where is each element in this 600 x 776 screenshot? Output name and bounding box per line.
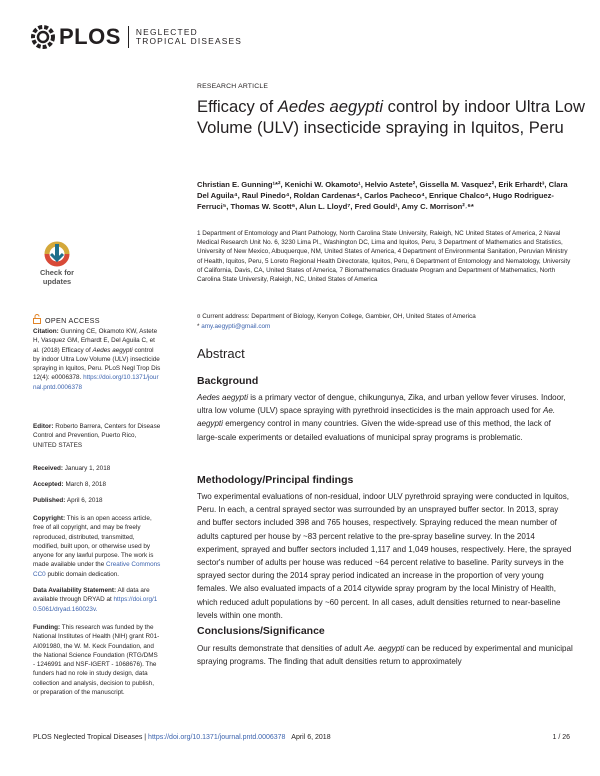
methods-heading: Methodology/Principal findings [197,474,354,486]
dryad-link[interactable]: https://doi.org/10.5061/dryad.160023v. [33,596,158,613]
article-type: RESEARCH ARTICLE [197,83,269,90]
accepted-block [33,480,161,489]
conclusions-text: Our results demonstrate that densities of adult [197,644,364,653]
footer-journal: PLOS Neglected Tropical Diseases | [33,734,147,741]
journal-name-line2: TROPICAL DISEASES [135,36,243,46]
current-address: ¤ Current address: Department of Biology, Kenyon College, Gambier, OH, United States of America [197,313,476,320]
title-text-post: control by indoor Ultra Low Volume (ULV) insecticide spraying in Iquitos, Peru [197,97,586,137]
citation-doi-link[interactable]: https://doi.org/10.1371/journal.pntd.0006378 [33,374,159,391]
methods-paragraph: Two experimental evaluations of non-residual, indoor ULV pyrethroid spraying were conducted in Iquitos, Peru. In each, a central sprayed sector was surrounded by an unsprayed buffer sector. In 2013, spray and buffer sectors included 398 and 765 houses, respectively. Spraying reduced the mean number of adults captured per house by ~83 percent relative to the pre-spray baseline survey. In the 2014 experiment, sprayed and buffer sectors included 1,117 and 1,049 houses, respectively. Here, the sprayed sector's number of adults per house was reduced ~64 percent relative to baseline. Parity surveys in the sprayed sector during the 2014 spray period indicated an increase in the proportion of very young females. We also evaluated impacts of a 2014 citywide spray program by the local Ministry of Health, which reduced adult populations by ~60 percent. In all cases, adult densities returned to near-baseline levels within one month. [197,492,572,620]
received-block [33,464,161,473]
funding-text: This research was funded by the National Institutes of Health (NIH) grant R01-AI091980, the W. M. Keck Foundation, and the National Science Foundation (RTG/DMS - 1246991 and NSF-IGERT - 1068676). The funders had no role in study design, data collection and analysis, decision to publish, or preparation of the manuscript. [33,624,160,697]
journal-name [136,28,242,47]
affiliations: 1 Department of Entomology and Plant Pathology, North Carolina State University, Raleigh, NC United States of America, 2 Naval Medical Research Unit No. 6, 3230 Lima Pl., Washington DC, Lima and Iquitos, Peru, 3 Department of Mathematics and Statistics, University of New Mexico, Albuquerque, NM, United States of America, 4 Department of Environmental Sanitation, Peruvian Ministry of Health, Iquitos, Peru, 5 Loreto Regional Health Directorate, Iquitos, Peru, 6 Department of Entomology and Nematology, University of California, Davis, CA, United States of America, 7 Biomathematics Graduate Program and Department of Mathematics, North Carolina State University, Raleigh, NC, United States of America [197,230,571,284]
background-italic: Aedes aegypti [197,393,249,402]
title-italic: Aedes aegypti [277,97,384,116]
article-title [197,96,587,138]
funding-label: Funding: [33,624,61,631]
background-text: is a primary vector of dengue, chikungunya, Zika, and urban yellow fever viruses. Indoor, ultra low volume (ULV) space spraying with pyrethroid insecticides is the main approach used for [197,393,566,416]
published-label: Published: [33,497,66,504]
logo-divider [128,26,129,48]
footer-date: April 6, 2018 [291,734,331,741]
background-text-2: emergency control in many countries. Given the wide-spread use of this method, the lack of large-scale experiments or detailed evaluations of municipal spray programs is problematic. [197,419,551,442]
conclusions-italic: Ae. aegypti [363,644,405,653]
copyright-label: Copyright: [33,515,66,522]
received-label: Received: [33,465,63,472]
citation-block [33,327,161,392]
copyright-text-2: public domain dedication. [47,570,120,578]
plos-logo-icon [30,24,56,50]
check-for-updates-badge[interactable] [33,238,81,300]
author-notes [197,312,572,332]
copyright-text: This is an open access article, free of all copyright, and may be freely reproduced, distributed, transmitted, modified, built upon, or otherwise used by anyone for any lawful purpose. The work is made available under the [33,515,154,569]
citation-label: Citation: [33,328,59,335]
published-date: April 6, 2018 [66,497,103,504]
corresponding-email-link[interactable]: amy.aegypti@gmail.com [201,323,271,330]
email-line: * amy.aegypti@gmail.com [197,323,271,330]
funding-block [33,623,161,697]
check-for-updates-label [33,269,81,286]
page-footer [33,734,570,741]
check-label-line1: Check for [39,268,75,277]
editor-text: Roberto Barrera, Centers for Disease Control and Prevention, Puerto Rico, UNITED STATES [33,423,161,449]
accepted-label: Accepted: [33,481,64,488]
citation-text: Gunning CE, Okamoto KW, Astete H, Vasquez GM, Erhardt E, Del Aguila C, et al. (2018) Efficacy of [33,328,158,354]
citation-text-2: control by indoor Ultra Low Volume (ULV) insecticide spraying in Iquitos, Peru. PLoS Negl Trop Dis 12(4): e0006378. [33,346,161,382]
check-label-line2: updates [42,276,72,286]
data-availability-label: Data Availability Statement: [33,587,117,594]
conclusions-heading: Conclusions/Significance [197,625,325,637]
open-access-label: OPEN ACCESS [45,315,100,325]
accepted-date: March 8, 2018 [65,481,106,488]
citation-italic: Aedes aegypti [92,346,133,354]
background-italic-2: Ae. aegypti [197,406,556,429]
copyright-block [33,514,161,579]
background-heading: Background [197,375,259,387]
journal-logo [30,26,250,48]
data-availability-block [33,586,161,614]
received-date: January 1, 2018 [64,465,111,472]
open-lock-icon [33,314,41,326]
conclusions-text-2: can be reduced by experimental and municipal spraying programs. The finding that adult densities return to approximately [197,644,573,667]
logo-text: PLOS [59,24,121,49]
published-block [33,496,161,505]
author-list: Christian E. Gunning¹*², Kenichi W. Okamoto¹, Helvio Astete², Gissella M. Vasquez², Erik Erhardt³, Clara Del Aguila⁴, Raul Pinedo⁴, Roldan Cardenas⁴, Carlos Pacheco⁴, Enrique Chalco⁴, Hugo Rodriguez-Ferruci⁵, Thomas W. Scott⁶, Alun L. Lloyd⁷, Fred Gould¹, Amy C. Morrison²˒⁶* [197,180,568,211]
background-paragraph [197,391,573,444]
conclusions-paragraph [197,642,573,668]
editor-block [33,422,161,450]
check-for-updates-icon [33,238,81,268]
page-number: 1 / 26 [552,734,570,741]
abstract-heading: Abstract [197,346,245,361]
creative-commons-link[interactable]: Creative Commons CC0 [33,561,161,578]
data-availability-text: All data are available through DRYAD at [33,587,150,604]
open-access-badge [33,314,100,326]
editor-label: Editor: [33,423,54,430]
journal-name-line1: NEGLECTED [135,26,198,37]
footer-doi-link[interactable]: https://doi.org/10.1371/journal.pntd.0006378 [148,734,286,741]
title-text-pre: Efficacy of [197,97,278,116]
